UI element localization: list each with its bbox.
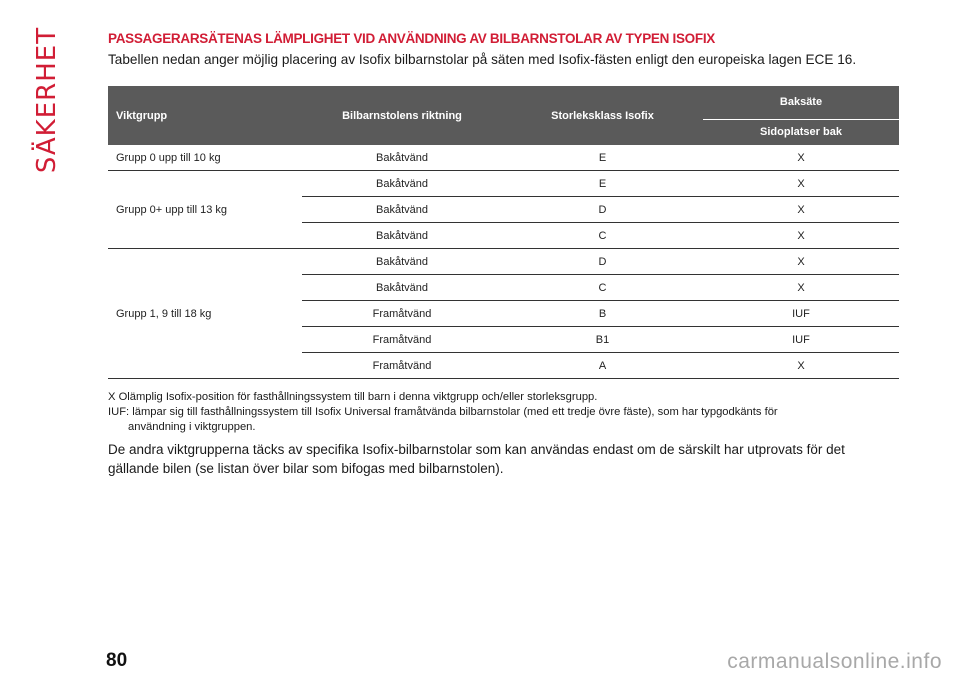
section-label: SÄKERHET (32, 26, 62, 174)
note-iuf-line2: användning i viktgruppen. (128, 421, 256, 433)
header-rear-seat (703, 86, 899, 145)
cell-weight-group: Grupp 0 upp till 10 kg (108, 145, 302, 171)
watermark-text: carmanualsonline.info (727, 650, 942, 673)
cell-direction: Bakåtvänd (302, 197, 502, 223)
cell-weight-group: Grupp 1, 9 till 18 kg (108, 249, 302, 379)
header-weight-group: Viktgrupp (108, 86, 302, 145)
cell-result: IUF (703, 301, 899, 327)
section-side-title (22, 26, 72, 174)
header-direction: Bilbarnstolens riktning (302, 86, 502, 145)
note-iuf-line1: IUF: lämpar sig till fasthållningssystem till Isofix Universal framåtvända bilbarnstolar (med ett tredje övre fäste), som har typgodkänts för (108, 406, 778, 418)
cell-size-class: E (502, 171, 703, 197)
cell-direction: Framåtvänd (302, 353, 502, 379)
page-heading: PASSAGERARSÄTENAS LÄMPLIGHET VID ANVÄNDNING AV BILBARNSTOLAR AV TYPEN ISOFIX (108, 31, 715, 46)
cell-result: X (703, 197, 899, 223)
header-size-class: Storleksklass Isofix (502, 86, 703, 145)
cell-result: X (703, 223, 899, 249)
cell-size-class: C (502, 223, 703, 249)
cell-direction: Bakåtvänd (302, 249, 502, 275)
cell-direction: Bakåtvänd (302, 223, 502, 249)
cell-result: X (703, 171, 899, 197)
cell-size-class: B (502, 301, 703, 327)
cell-result: IUF (703, 327, 899, 353)
intro-paragraph: Tabellen nedan anger möjlig placering av Isofix bilbarnstolar på säten med Isofix-fästen enligt den europeiska lagen ECE 16. (108, 52, 857, 67)
cell-weight-group: Grupp 0+ upp till 13 kg (108, 171, 302, 249)
table-row (108, 249, 899, 275)
note-x: X Olämplig Isofix-position för fasthållningssystem till barn i denna viktgrupp och/eller storleksgrupp. (108, 391, 598, 403)
cell-size-class: A (502, 353, 703, 379)
table-row (108, 171, 899, 197)
cell-result: X (703, 145, 899, 171)
page-number: 80 (106, 650, 128, 671)
closing-paragraph: De andra viktgrupperna täcks av specifika Isofix-bilbarnstolar som kan användas endast om de särskilt har utprovats för det gällande bilen (se listan över bilar som bifogas med bilbarnstolen). (108, 442, 845, 476)
table-notes (108, 390, 888, 435)
cell-result: X (703, 353, 899, 379)
table-row (108, 145, 899, 171)
cell-size-class: D (502, 197, 703, 223)
cell-size-class: B1 (502, 327, 703, 353)
cell-direction: Framåtvänd (302, 301, 502, 327)
table-body (108, 145, 899, 379)
cell-result: X (703, 249, 899, 275)
isofix-suitability-table (108, 86, 899, 379)
cell-result: X (703, 275, 899, 301)
cell-direction: Framåtvänd (302, 327, 502, 353)
cell-size-class: D (502, 249, 703, 275)
header-rear-side-seats: Sidoplatser bak (760, 126, 842, 138)
cell-size-class: C (502, 275, 703, 301)
header-rear-seat-title: Baksäte (703, 86, 899, 120)
cell-direction: Bakåtvänd (302, 145, 502, 171)
cell-size-class: E (502, 145, 703, 171)
cell-direction: Bakåtvänd (302, 171, 502, 197)
table-header-row (108, 86, 899, 145)
cell-direction: Bakåtvänd (302, 275, 502, 301)
